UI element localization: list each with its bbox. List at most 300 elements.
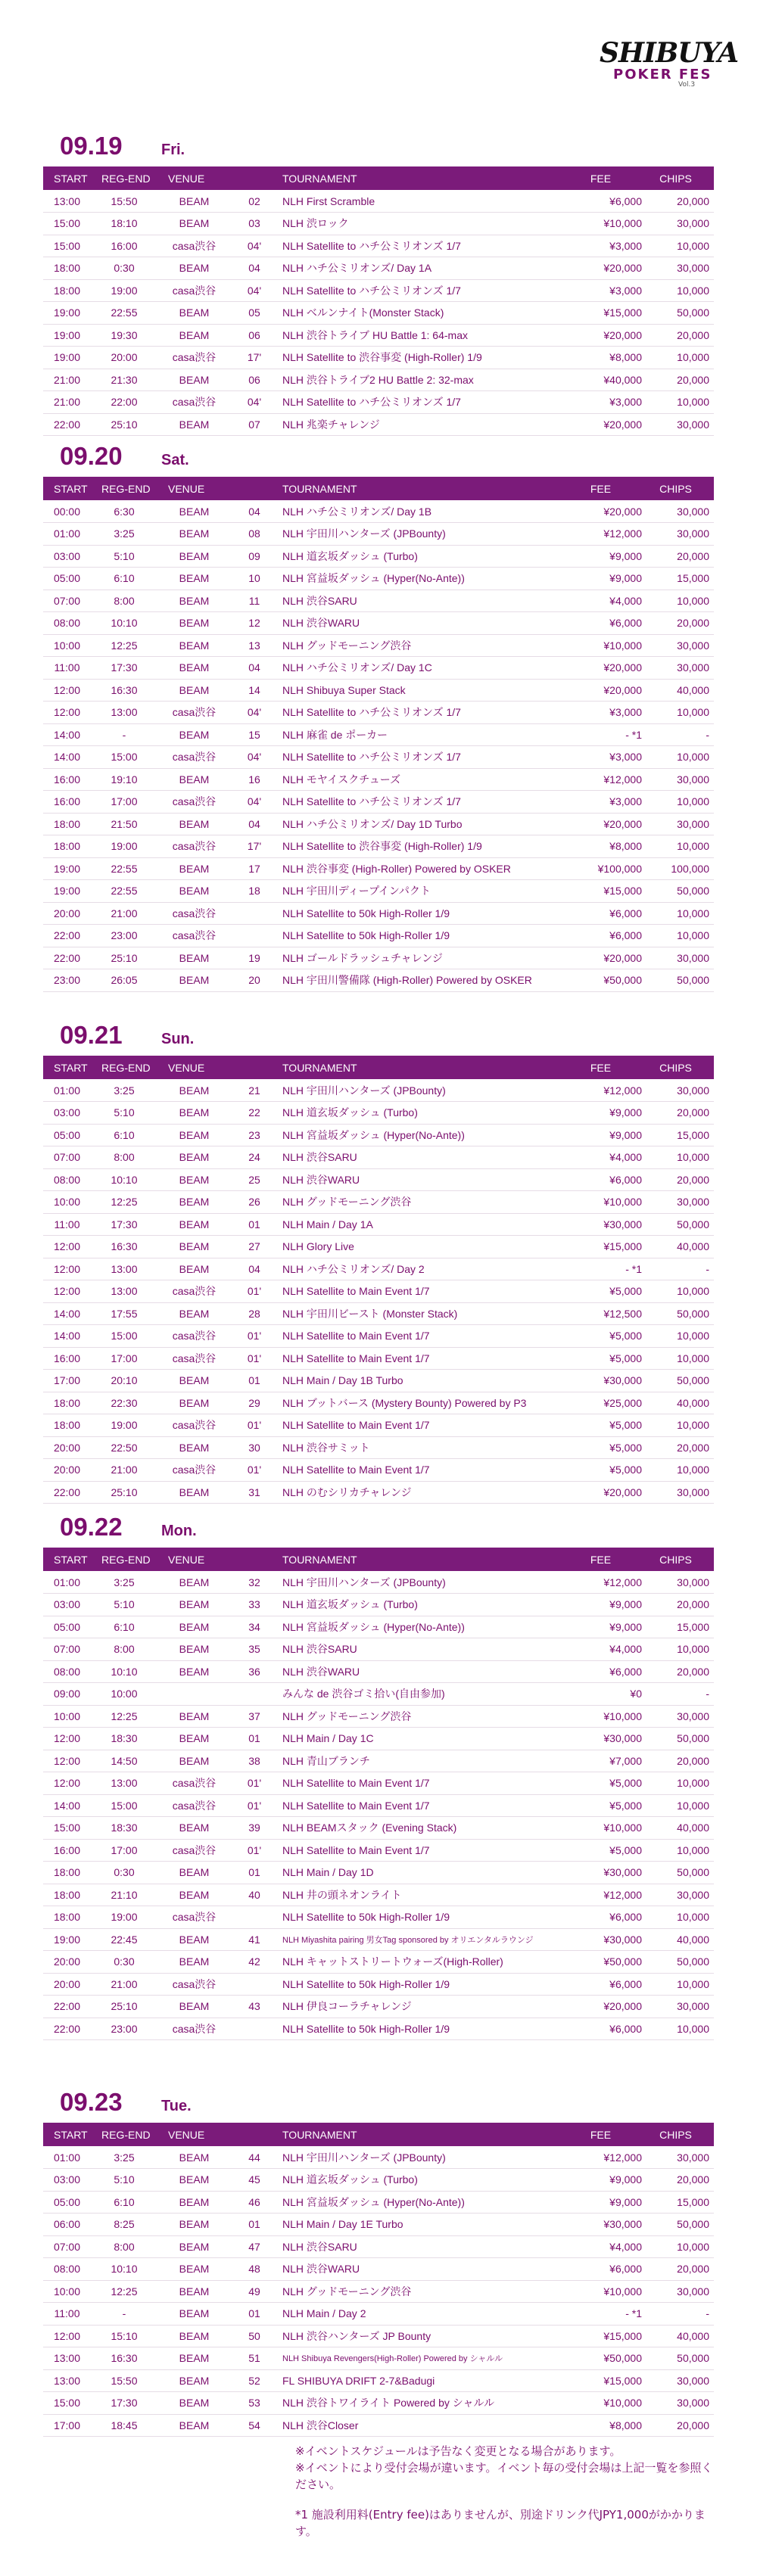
start-time-cell: 08:00 xyxy=(43,1168,91,1191)
tournament-name-cell: NLH 兆楽チャレンジ xyxy=(278,413,559,436)
table-row xyxy=(43,1392,714,1414)
fee-cell: ¥12,000 xyxy=(559,1884,642,1906)
table-row xyxy=(43,369,714,391)
table-row xyxy=(43,302,714,325)
table-row xyxy=(43,213,714,235)
start-time-cell: 22:00 xyxy=(43,1996,91,2018)
reg-end-cell: 3:25 xyxy=(91,2146,157,2169)
reg-end-cell: 25:10 xyxy=(91,947,157,969)
table-no-cell: 14 xyxy=(231,679,278,702)
table-row xyxy=(43,1191,714,1214)
table-row xyxy=(43,2235,714,2258)
chips-cell: 40,000 xyxy=(642,679,714,702)
fee-cell: ¥5,000 xyxy=(559,1794,642,1817)
table-no-cell: 01' xyxy=(231,1459,278,1482)
reg-end-cell: 8:00 xyxy=(91,590,157,612)
start-time-cell: 17:00 xyxy=(43,2414,91,2437)
start-time-cell: 03:00 xyxy=(43,2169,91,2192)
start-time-cell: 05:00 xyxy=(43,1124,91,1146)
chips-cell: 50,000 xyxy=(642,1862,714,1884)
fee-cell: ¥10,000 xyxy=(559,1191,642,1214)
column-header-venue: VENUE xyxy=(157,166,231,190)
tournament-name-cell: NLH 井の頭ネオンライト xyxy=(278,1884,559,1906)
reg-end-cell: 8:00 xyxy=(91,1638,157,1661)
table-row xyxy=(43,2191,714,2214)
table-no-cell: 03 xyxy=(231,213,278,235)
start-time-cell: 10:00 xyxy=(43,634,91,657)
venue-cell: BEAM xyxy=(157,1124,231,1146)
start-time-cell: 12:00 xyxy=(43,1728,91,1750)
table-row xyxy=(43,969,714,992)
fee-cell: ¥20,000 xyxy=(559,657,642,680)
tournament-name-cell: NLH Satellite to ハチ公ミリオンズ 1/7 xyxy=(278,702,559,724)
start-time-cell: 10:00 xyxy=(43,1191,91,1214)
table-no-cell: 01' xyxy=(231,1772,278,1795)
day-heading xyxy=(43,1495,714,1548)
table-no-cell: 52 xyxy=(231,2369,278,2392)
venue-cell: casa渋谷 xyxy=(157,347,231,369)
fee-cell: ¥10,000 xyxy=(559,2280,642,2303)
chips-cell: 15,000 xyxy=(642,568,714,590)
table-no-cell: 36 xyxy=(231,1660,278,1683)
fee-cell: ¥40,000 xyxy=(559,369,642,391)
tournament-name-cell: NLH Satellite to Main Event 1/7 xyxy=(278,1459,559,1482)
fee-cell: ¥50,000 xyxy=(559,1951,642,1974)
table-row xyxy=(43,1660,714,1683)
venue-cell: BEAM xyxy=(157,2369,231,2392)
reg-end-cell: 17:30 xyxy=(91,2392,157,2415)
reg-end-cell: 15:00 xyxy=(91,1325,157,1348)
venue-cell: BEAM xyxy=(157,1951,231,1974)
table-row xyxy=(43,2018,714,2040)
fee-cell: ¥9,000 xyxy=(559,2169,642,2192)
table-no-cell: 17' xyxy=(231,347,278,369)
venue-cell: BEAM xyxy=(157,1481,231,1504)
fee-cell: ¥20,000 xyxy=(559,1481,642,1504)
reg-end-cell: 10:10 xyxy=(91,612,157,635)
fee-cell: ¥12,000 xyxy=(559,1079,642,1102)
venue-cell: casa渋谷 xyxy=(157,1839,231,1862)
table-no-cell: 53 xyxy=(231,2392,278,2415)
table-no-cell xyxy=(231,925,278,947)
fee-cell: ¥50,000 xyxy=(559,2347,642,2370)
venue-cell: BEAM xyxy=(157,612,231,635)
fee-cell: ¥6,000 xyxy=(559,1168,642,1191)
reg-end-cell: 20:10 xyxy=(91,1370,157,1392)
tournament-name-cell: NLH Glory Live xyxy=(278,1236,559,1258)
chips-cell: 30,000 xyxy=(642,523,714,546)
table-row xyxy=(43,1079,714,1102)
venue-cell: BEAM xyxy=(157,813,231,835)
reg-end-cell: 6:10 xyxy=(91,1124,157,1146)
day-date: 09.20 xyxy=(60,442,123,470)
venue-cell: BEAM xyxy=(157,1928,231,1951)
chips-cell: 30,000 xyxy=(642,2280,714,2303)
fee-cell: ¥5,000 xyxy=(559,1459,642,1482)
venue-cell: casa渋谷 xyxy=(157,835,231,858)
chips-cell: 30,000 xyxy=(642,213,714,235)
venue-cell: BEAM xyxy=(157,723,231,746)
chips-cell: 30,000 xyxy=(642,1481,714,1504)
tournament-name-cell: NLH モヤイスクチューズ xyxy=(278,768,559,791)
column-header-chips: CHIPS xyxy=(642,2123,714,2146)
table-no-cell: 20 xyxy=(231,969,278,992)
table-row xyxy=(43,1951,714,1974)
tournament-name-cell: NLH ハチ公ミリオンズ/ Day 1A xyxy=(278,257,559,280)
fee-cell: ¥30,000 xyxy=(559,2214,642,2236)
fee-cell: ¥4,000 xyxy=(559,590,642,612)
fee-cell: ¥6,000 xyxy=(559,2258,642,2281)
start-time-cell: 06:00 xyxy=(43,2214,91,2236)
tournament-name-cell: NLH Satellite to ハチ公ミリオンズ 1/7 xyxy=(278,746,559,769)
day-date: 09.23 xyxy=(60,2088,123,2116)
venue-cell: BEAM xyxy=(157,1436,231,1459)
venue-cell: BEAM xyxy=(157,1302,231,1325)
tournament-name-cell: NLH First Scramble xyxy=(278,190,559,213)
logo-mark: SHIBUYA xyxy=(600,37,739,69)
start-time-cell: 18:00 xyxy=(43,1392,91,1414)
table-no-cell: 39 xyxy=(231,1817,278,1840)
reg-end-cell: 22:50 xyxy=(91,1436,157,1459)
table-row xyxy=(43,634,714,657)
chips-cell: 50,000 xyxy=(642,880,714,903)
table-no-cell: 02 xyxy=(231,190,278,213)
tournament-name-cell: NLH 宇田川ディープインパクト xyxy=(278,880,559,903)
table-row xyxy=(43,1973,714,1996)
tournament-name-cell: NLH 宮益坂ダッシュ (Hyper(No-Ante)) xyxy=(278,568,559,590)
start-time-cell: 11:00 xyxy=(43,2303,91,2326)
chips-cell: 30,000 xyxy=(642,634,714,657)
reg-end-cell: 25:10 xyxy=(91,1996,157,2018)
venue-cell: BEAM xyxy=(157,2258,231,2281)
table-row xyxy=(43,813,714,835)
table-row xyxy=(43,1258,714,1280)
table-row xyxy=(43,1459,714,1482)
start-time-cell: 17:00 xyxy=(43,1370,91,1392)
fee-cell: ¥15,000 xyxy=(559,1236,642,1258)
reg-end-cell: 18:30 xyxy=(91,1817,157,1840)
fee-cell: ¥50,000 xyxy=(559,969,642,992)
fee-cell: ¥9,000 xyxy=(559,568,642,590)
venue-cell: BEAM xyxy=(157,1236,231,1258)
fee-cell: ¥9,000 xyxy=(559,1102,642,1125)
chips-cell: 50,000 xyxy=(642,1951,714,1974)
tournament-name-cell: NLH Main / Day 1A xyxy=(278,1213,559,1236)
column-header-venue: VENUE xyxy=(157,1548,231,1571)
start-time-cell: 15:00 xyxy=(43,235,91,257)
table-row xyxy=(43,1370,714,1392)
table-row xyxy=(43,2392,714,2415)
day-heading xyxy=(43,114,714,166)
table-no-cell: 01 xyxy=(231,2214,278,2236)
column-header-venue: VENUE xyxy=(157,2123,231,2146)
start-time-cell: 07:00 xyxy=(43,590,91,612)
reg-end-cell: 17:30 xyxy=(91,1213,157,1236)
table-row xyxy=(43,723,714,746)
tournament-name-cell: NLH Satellite to Main Event 1/7 xyxy=(278,1347,559,1370)
table-row xyxy=(43,880,714,903)
fee-cell: ¥6,000 xyxy=(559,612,642,635)
venue-cell: BEAM xyxy=(157,1079,231,1102)
fee-cell: ¥12,000 xyxy=(559,523,642,546)
reg-end-cell: 0:30 xyxy=(91,1862,157,1884)
chips-cell: 30,000 xyxy=(642,2369,714,2392)
reg-end-cell: 13:00 xyxy=(91,1258,157,1280)
table-row xyxy=(43,545,714,568)
chips-cell: 20,000 xyxy=(642,1436,714,1459)
fee-cell: ¥4,000 xyxy=(559,1146,642,1169)
start-time-cell: 10:00 xyxy=(43,1705,91,1728)
table-no-cell: 12 xyxy=(231,612,278,635)
chips-cell: 15,000 xyxy=(642,1124,714,1146)
day-section xyxy=(43,1495,714,2040)
tournament-name-cell: NLH 渋谷事変 (High-Roller) Powered by OSKER xyxy=(278,857,559,880)
table-no-cell: 23 xyxy=(231,1124,278,1146)
tournament-name-cell: NLH 道玄坂ダッシュ (Turbo) xyxy=(278,2169,559,2192)
table-row xyxy=(43,657,714,680)
reg-end-cell: 19:00 xyxy=(91,279,157,302)
fee-cell: ¥5,000 xyxy=(559,1347,642,1370)
table-row xyxy=(43,1236,714,1258)
chips-cell: 30,000 xyxy=(642,1571,714,1594)
chips-cell: 30,000 xyxy=(642,257,714,280)
reg-end-cell: 22:55 xyxy=(91,857,157,880)
chips-cell: 10,000 xyxy=(642,1280,714,1303)
column-header-table-no xyxy=(231,166,278,190)
reg-end-cell: 8:00 xyxy=(91,1146,157,1169)
column-header-table-no xyxy=(231,477,278,500)
tournament-name-cell: NLH 宮益坂ダッシュ (Hyper(No-Ante)) xyxy=(278,1616,559,1638)
start-time-cell: 05:00 xyxy=(43,2191,91,2214)
column-header-start-time: START xyxy=(43,1056,91,1079)
chips-cell: 20,000 xyxy=(642,324,714,347)
fee-cell: ¥4,000 xyxy=(559,2235,642,2258)
fee-cell: ¥5,000 xyxy=(559,1414,642,1437)
chips-cell: 10,000 xyxy=(642,1973,714,1996)
table-no-cell: 25 xyxy=(231,1168,278,1191)
start-time-cell: 12:00 xyxy=(43,1280,91,1303)
venue-cell: BEAM xyxy=(157,2235,231,2258)
venue-cell: BEAM xyxy=(157,1146,231,1169)
tournament-name-cell: NLH ゴールドラッシュチャレンジ xyxy=(278,947,559,969)
table-no-cell: 21 xyxy=(231,1079,278,1102)
reg-end-cell: 14:50 xyxy=(91,1750,157,1772)
tournament-name-cell: NLH 渋谷トワイライト Powered by シャルル xyxy=(278,2392,559,2415)
venue-cell: BEAM xyxy=(157,2303,231,2326)
fee-cell: ¥6,000 xyxy=(559,1660,642,1683)
venue-cell: BEAM xyxy=(157,500,231,523)
tournament-name-cell: NLH Satellite to Main Event 1/7 xyxy=(278,1772,559,1795)
start-time-cell: 07:00 xyxy=(43,1146,91,1169)
reg-end-cell: 26:05 xyxy=(91,969,157,992)
chips-cell: 10,000 xyxy=(642,1839,714,1862)
tournament-name-cell: NLH グッドモーニング渋谷 xyxy=(278,1191,559,1214)
table-no-cell: 38 xyxy=(231,1750,278,1772)
tournament-name-cell: NLH Satellite to ハチ公ミリオンズ 1/7 xyxy=(278,235,559,257)
start-time-cell: 16:00 xyxy=(43,768,91,791)
table-row xyxy=(43,2280,714,2303)
venue-cell: BEAM xyxy=(157,880,231,903)
chips-cell: 30,000 xyxy=(642,1191,714,1214)
tournament-name-cell: NLH グッドモーニング渋谷 xyxy=(278,2280,559,2303)
column-header-table-no xyxy=(231,1548,278,1571)
start-time-cell: 18:00 xyxy=(43,257,91,280)
table-row xyxy=(43,2258,714,2281)
fee-cell: ¥5,000 xyxy=(559,1280,642,1303)
start-time-cell: 18:00 xyxy=(43,1884,91,1906)
start-time-cell: 13:00 xyxy=(43,2369,91,2392)
column-header-tournament-name: TOURNAMENT xyxy=(278,1056,559,1079)
start-time-cell: 01:00 xyxy=(43,2146,91,2169)
venue-cell xyxy=(157,1683,231,1706)
tournament-name-cell: NLH グッドモーニング渋谷 xyxy=(278,1705,559,1728)
table-no-cell: 29 xyxy=(231,1392,278,1414)
column-header-tournament-name: TOURNAMENT xyxy=(278,477,559,500)
reg-end-cell: 25:10 xyxy=(91,1481,157,1504)
reg-end-cell: 5:10 xyxy=(91,545,157,568)
tournament-name-cell: NLH Main / Day 1E Turbo xyxy=(278,2214,559,2236)
reg-end-cell: 17:55 xyxy=(91,1302,157,1325)
chips-cell: 20,000 xyxy=(642,2414,714,2437)
table-no-cell: 47 xyxy=(231,2235,278,2258)
start-time-cell: 18:00 xyxy=(43,1906,91,1929)
chips-cell: 10,000 xyxy=(642,746,714,769)
start-time-cell: 11:00 xyxy=(43,657,91,680)
table-header xyxy=(43,1548,714,1571)
start-time-cell: 18:00 xyxy=(43,1862,91,1884)
table-no-cell: 49 xyxy=(231,2280,278,2303)
tournament-name-cell: NLH ハチ公ミリオンズ/ Day 1C xyxy=(278,657,559,680)
tournament-name-cell: NLH 渋谷サミット xyxy=(278,1436,559,1459)
tournament-name-cell: NLH Satellite to ハチ公ミリオンズ 1/7 xyxy=(278,279,559,302)
chips-cell: 50,000 xyxy=(642,2214,714,2236)
table-row xyxy=(43,1728,714,1750)
start-time-cell: 20:00 xyxy=(43,1973,91,1996)
table-no-cell: 51 xyxy=(231,2347,278,2370)
table-row xyxy=(43,2369,714,2392)
fee-cell: ¥7,000 xyxy=(559,1750,642,1772)
column-header-start-time: START xyxy=(43,1548,91,1571)
chips-cell: 10,000 xyxy=(642,791,714,814)
column-header-table-no xyxy=(231,1056,278,1079)
venue-cell: casa渋谷 xyxy=(157,902,231,925)
start-time-cell: 23:00 xyxy=(43,969,91,992)
fee-cell: ¥12,000 xyxy=(559,768,642,791)
tournament-name-cell: NLH ハチ公ミリオンズ/ Day 1B xyxy=(278,500,559,523)
reg-end-cell: 16:30 xyxy=(91,2347,157,2370)
reg-end-cell: 5:10 xyxy=(91,2169,157,2192)
venue-cell: BEAM xyxy=(157,302,231,325)
venue-cell: casa渋谷 xyxy=(157,1280,231,1303)
chips-cell: - xyxy=(642,723,714,746)
reg-end-cell: 10:10 xyxy=(91,1660,157,1683)
venue-cell: casa渋谷 xyxy=(157,1794,231,1817)
venue-cell: BEAM xyxy=(157,1168,231,1191)
schedule-table xyxy=(43,166,714,436)
start-time-cell: 16:00 xyxy=(43,1347,91,1370)
start-time-cell: 19:00 xyxy=(43,302,91,325)
reg-end-cell: 21:00 xyxy=(91,1973,157,1996)
fee-cell: ¥20,000 xyxy=(559,413,642,436)
table-no-cell: 54 xyxy=(231,2414,278,2437)
fee-cell: ¥8,000 xyxy=(559,2414,642,2437)
reg-end-cell: 12:25 xyxy=(91,2280,157,2303)
start-time-cell: 12:00 xyxy=(43,1750,91,1772)
start-time-cell: 14:00 xyxy=(43,1794,91,1817)
table-no-cell: 32 xyxy=(231,1571,278,1594)
chips-cell: 30,000 xyxy=(642,813,714,835)
chips-cell: 30,000 xyxy=(642,768,714,791)
venue-cell: casa渋谷 xyxy=(157,2018,231,2040)
note-entry-fee: *1 施設利用料(Entry fee)はありませんが、別途ドリンク代JPY1,000がかかります。 xyxy=(295,2508,706,2538)
tournament-name-cell: NLH Satellite to 50k High-Roller 1/9 xyxy=(278,1906,559,1929)
fee-cell: ¥30,000 xyxy=(559,1370,642,1392)
chips-cell: 10,000 xyxy=(642,1906,714,1929)
venue-cell: casa渋谷 xyxy=(157,925,231,947)
table-no-cell: 01 xyxy=(231,1728,278,1750)
start-time-cell: 19:00 xyxy=(43,324,91,347)
start-time-cell: 05:00 xyxy=(43,1616,91,1638)
tournament-name-cell: NLH ハチ公ミリオンズ/ Day 2 xyxy=(278,1258,559,1280)
table-header xyxy=(43,166,714,190)
fee-cell: ¥5,000 xyxy=(559,1772,642,1795)
table-no-cell: 09 xyxy=(231,545,278,568)
column-header-tournament-name: TOURNAMENT xyxy=(278,2123,559,2146)
table-row xyxy=(43,1794,714,1817)
fee-cell: ¥20,000 xyxy=(559,679,642,702)
table-no-cell: 01' xyxy=(231,1794,278,1817)
reg-end-cell: 0:30 xyxy=(91,257,157,280)
tournament-name-cell: みんな de 渋谷ゴミ拾い(自由参加) xyxy=(278,1683,559,1706)
reg-end-cell: 13:00 xyxy=(91,1772,157,1795)
reg-end-cell: 13:00 xyxy=(91,1280,157,1303)
start-time-cell: 12:00 xyxy=(43,702,91,724)
reg-end-cell: 22:30 xyxy=(91,1392,157,1414)
column-header-venue: VENUE xyxy=(157,477,231,500)
table-no-cell: 27 xyxy=(231,1236,278,1258)
venue-cell: casa渋谷 xyxy=(157,279,231,302)
reg-end-cell: 22:55 xyxy=(91,880,157,903)
table-row xyxy=(43,347,714,369)
start-time-cell: 15:00 xyxy=(43,2392,91,2415)
tournament-name-cell: NLH Satellite to 50k High-Roller 1/9 xyxy=(278,925,559,947)
venue-cell: BEAM xyxy=(157,969,231,992)
venue-cell: casa渋谷 xyxy=(157,1459,231,1482)
tournament-name-cell: NLH Satellite to 50k High-Roller 1/9 xyxy=(278,902,559,925)
table-row xyxy=(43,1436,714,1459)
note-venue: ※イベントにより受付会場が違います。イベント毎の受付会場は上記一覧を参照ください。 xyxy=(295,2461,713,2491)
reg-end-cell: 0:30 xyxy=(91,1951,157,1974)
start-time-cell: 21:00 xyxy=(43,391,91,414)
table-row xyxy=(43,835,714,858)
tournament-name-cell: NLH Satellite to 渋谷事変 (High-Roller) 1/9 xyxy=(278,835,559,858)
start-time-cell: 22:00 xyxy=(43,2018,91,2040)
table-no-cell: 41 xyxy=(231,1928,278,1951)
table-row xyxy=(43,1280,714,1303)
reg-end-cell: 22:55 xyxy=(91,302,157,325)
table-no-cell: 04' xyxy=(231,702,278,724)
table-no-cell: 04 xyxy=(231,500,278,523)
chips-cell: 20,000 xyxy=(642,190,714,213)
schedule-table xyxy=(43,2123,714,2437)
table-row xyxy=(43,857,714,880)
reg-end-cell: 6:10 xyxy=(91,1616,157,1638)
day-date: 09.22 xyxy=(60,1513,123,1541)
table-no-cell xyxy=(231,1973,278,1996)
tournament-name-cell: NLH 道玄坂ダッシュ (Turbo) xyxy=(278,1594,559,1616)
fee-cell: - *1 xyxy=(559,2303,642,2326)
chips-cell: 30,000 xyxy=(642,2392,714,2415)
